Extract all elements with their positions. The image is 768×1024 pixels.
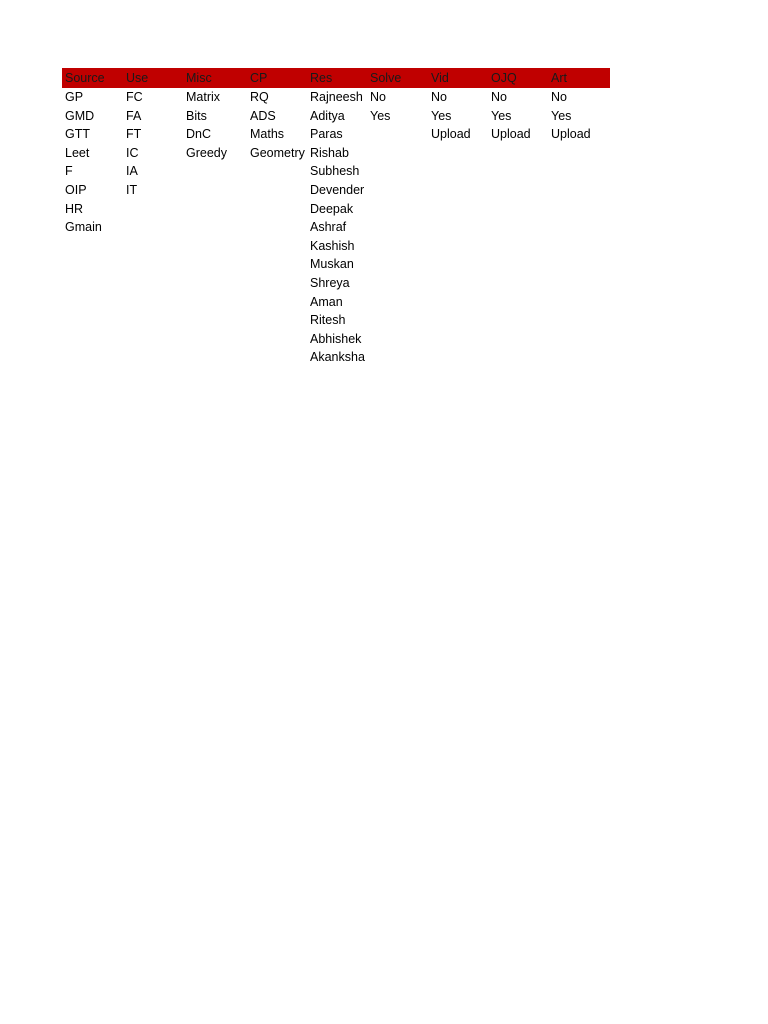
cell-ojq	[488, 330, 548, 349]
cell-res: Akanksha	[310, 350, 365, 365]
cell-source	[62, 348, 123, 367]
cell-use: FC	[126, 90, 143, 104]
cell-misc	[183, 348, 247, 367]
cell-misc	[183, 162, 247, 181]
cell-vid: Upload	[431, 127, 471, 142]
cell-cp	[247, 218, 307, 237]
cell-res: Rajneesh	[310, 90, 363, 104]
cell-art	[548, 237, 610, 256]
cell-vid	[428, 311, 488, 330]
cell-art	[548, 293, 610, 312]
cell-ojq	[488, 144, 548, 163]
table-row	[62, 107, 610, 126]
cell-use	[123, 255, 183, 274]
cell-ojq	[488, 348, 548, 367]
cell-misc	[183, 330, 247, 349]
cell-ojq: No	[491, 90, 507, 104]
table-row	[62, 348, 610, 367]
cell-vid	[428, 181, 488, 200]
cell-cp	[247, 348, 307, 367]
cell-ojq	[488, 162, 548, 181]
cell-ojq	[488, 274, 548, 293]
table-body	[62, 88, 610, 367]
cell-solve	[367, 348, 428, 367]
cell-res: Kashish	[310, 238, 355, 253]
header-misc: Misc	[186, 71, 212, 85]
cell-misc	[183, 181, 247, 200]
cell-art	[548, 218, 610, 237]
cell-solve	[367, 181, 428, 200]
cell-misc: Matrix	[186, 90, 221, 104]
table-row	[62, 255, 610, 274]
cell-solve	[367, 330, 428, 349]
cell-use: FA	[126, 108, 142, 123]
cell-misc: Bits	[186, 108, 207, 123]
cell-vid	[428, 330, 488, 349]
cell-use	[123, 311, 183, 330]
cell-art	[548, 181, 610, 200]
cell-source	[62, 330, 123, 349]
header-use: Use	[126, 71, 149, 85]
cell-use: FT	[126, 127, 142, 142]
cell-ojq: Upload	[491, 127, 531, 142]
cell-vid	[428, 237, 488, 256]
cell-ojq	[488, 200, 548, 219]
cell-use	[123, 237, 183, 256]
cell-res: Subhesh	[310, 164, 360, 179]
header-source: Source	[65, 71, 105, 85]
cell-use	[123, 348, 183, 367]
cell-ojq	[488, 311, 548, 330]
cell-cp	[247, 274, 307, 293]
cell-ojq	[488, 237, 548, 256]
cell-ojq	[488, 181, 548, 200]
cell-misc	[183, 293, 247, 312]
cell-misc	[183, 274, 247, 293]
cell-use	[123, 330, 183, 349]
cell-cp: ADS	[250, 108, 276, 123]
cell-vid	[428, 200, 488, 219]
header-row	[62, 68, 610, 88]
cell-art	[548, 330, 610, 349]
cell-solve	[367, 237, 428, 256]
cell-source	[62, 293, 123, 312]
cell-cp: Geometry	[250, 145, 305, 160]
table-row	[62, 144, 610, 163]
cell-cp	[247, 255, 307, 274]
cell-vid	[428, 162, 488, 181]
cell-art: Upload	[551, 127, 591, 142]
cell-cp	[247, 311, 307, 330]
cell-misc	[183, 237, 247, 256]
cell-res: Aditya	[310, 108, 345, 123]
cell-cp: RQ	[250, 90, 269, 104]
cell-use	[123, 200, 183, 219]
cell-ojq	[488, 293, 548, 312]
header-ojq: OJQ	[491, 71, 517, 85]
cell-solve: No	[370, 90, 386, 104]
cell-misc	[183, 218, 247, 237]
cell-source	[62, 255, 123, 274]
cell-solve	[367, 162, 428, 181]
table-row	[62, 181, 610, 200]
cell-res: Muskan	[310, 257, 354, 272]
cell-source: GP	[65, 90, 84, 104]
spreadsheet-table	[62, 68, 610, 367]
cell-art: No	[551, 90, 567, 104]
cell-art	[548, 255, 610, 274]
cell-ojq	[488, 218, 548, 237]
cell-cp	[247, 237, 307, 256]
cell-art	[548, 200, 610, 219]
cell-misc	[183, 255, 247, 274]
cell-source	[62, 311, 123, 330]
cell-res: Ritesh	[310, 313, 346, 328]
cell-source: Leet	[65, 145, 90, 160]
cell-misc	[183, 200, 247, 219]
cell-vid	[428, 255, 488, 274]
cell-cp: Maths	[250, 127, 285, 142]
table-row	[62, 330, 610, 349]
cell-cp	[247, 162, 307, 181]
cell-use: IT	[126, 182, 138, 197]
cell-solve	[367, 218, 428, 237]
cell-solve	[367, 125, 428, 144]
cell-source	[62, 274, 123, 293]
cell-vid	[428, 348, 488, 367]
header-vid: Vid	[431, 71, 449, 85]
table-row	[62, 125, 610, 144]
cell-solve	[367, 255, 428, 274]
cell-solve	[367, 144, 428, 163]
cell-res: Rishab	[310, 145, 349, 160]
cell-vid	[428, 274, 488, 293]
table-row	[62, 293, 610, 312]
cell-solve	[367, 293, 428, 312]
cell-vid	[428, 144, 488, 163]
cell-source	[62, 237, 123, 256]
table-row	[62, 218, 610, 237]
cell-source: OIP	[65, 182, 87, 197]
table-row	[62, 237, 610, 256]
cell-art	[548, 348, 610, 367]
cell-vid	[428, 218, 488, 237]
cell-art	[548, 311, 610, 330]
cell-vid: No	[431, 90, 447, 104]
cell-misc	[183, 311, 247, 330]
cell-art	[548, 274, 610, 293]
cell-res: Aman	[310, 294, 343, 309]
cell-misc: DnC	[186, 127, 212, 142]
header-res: Res	[310, 71, 333, 85]
cell-misc: Greedy	[186, 145, 227, 160]
cell-source: GTT	[65, 127, 90, 142]
cell-vid: Yes	[431, 108, 452, 123]
cell-res: Ashraf	[310, 220, 347, 235]
cell-art	[548, 144, 610, 163]
cell-cp	[247, 181, 307, 200]
cell-solve: Yes	[370, 108, 391, 123]
cell-res: Deepak	[310, 201, 354, 216]
cell-use	[123, 218, 183, 237]
table-row	[62, 162, 610, 181]
header-solve: Solve	[370, 71, 402, 85]
cell-cp	[247, 200, 307, 219]
cell-source: Gmain	[65, 220, 102, 235]
cell-res: Devender	[310, 182, 365, 197]
header-cp: CP	[250, 71, 268, 85]
cell-res: Abhishek	[310, 331, 362, 346]
table-row	[62, 311, 610, 330]
cell-source: HR	[65, 201, 84, 216]
cell-vid	[428, 293, 488, 312]
cell-solve	[367, 311, 428, 330]
cell-use: IA	[126, 164, 138, 179]
cell-ojq	[488, 255, 548, 274]
table-row	[62, 200, 610, 219]
cell-art: Yes	[551, 108, 572, 123]
cell-cp	[247, 330, 307, 349]
cell-source: GMD	[65, 108, 95, 123]
table-row	[62, 274, 610, 293]
cell-use	[123, 293, 183, 312]
cell-use: IC	[126, 145, 139, 160]
cell-art	[548, 162, 610, 181]
cell-ojq: Yes	[491, 108, 512, 123]
cell-solve	[367, 274, 428, 293]
cell-use	[123, 274, 183, 293]
cell-source: F	[65, 164, 73, 179]
cell-cp	[247, 293, 307, 312]
cell-res: Paras	[310, 127, 343, 142]
header-art: Art	[551, 71, 567, 85]
table-row	[62, 88, 610, 107]
cell-solve	[367, 200, 428, 219]
cell-res: Shreya	[310, 275, 350, 290]
